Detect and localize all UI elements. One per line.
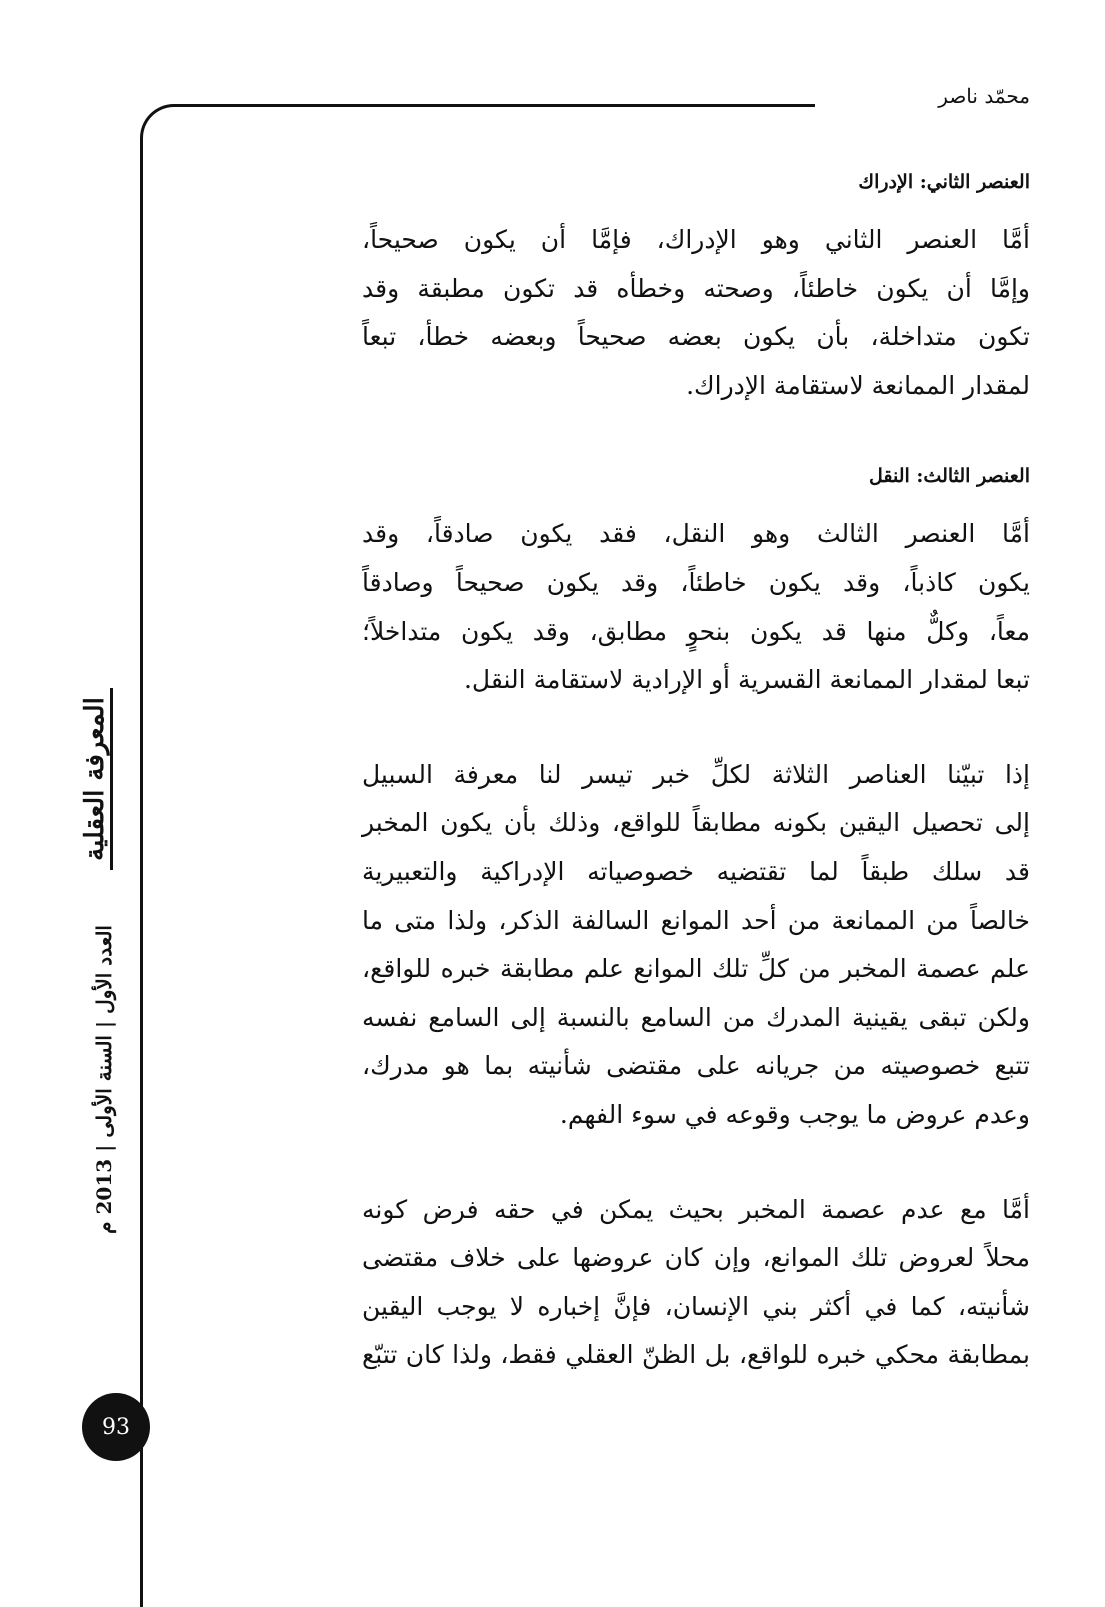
paragraph (362, 751, 1030, 1140)
running-header-author: محمّد ناصر (938, 84, 1030, 108)
journal-logo: المعرفة العقلية (80, 688, 113, 870)
paragraph (362, 1186, 1030, 1380)
text-line: إذا تبيّنا العناصر الثلاثة لكلِّ خبر تيسر لنا معرفة السبيل (362, 759, 1030, 789)
text-line: وعدم عروض ما يوجب وقوعه في سوء الفهم. (559, 1099, 1030, 1129)
text-line: تتبع خصوصيته من جريانه على مقتضى شأنيته بما هو مدرك، (362, 1051, 1030, 1081)
text-line: يكون كاذباً، وقد يكون خاطئاً، وقد يكون صحيحاً وصادقاً (362, 567, 1030, 597)
issue-info: العدد الأول | السنة الأولى | 2013 م (92, 925, 116, 1234)
text-line: شأنيته، كما في أكثر بني الإنسان، فإنَّ إخباره لا يوجب اليقين (362, 1291, 1030, 1321)
text-line: أمَّا العنصر الثالث وهو النقل، فقد يكون صادقاً، وقد (362, 519, 1030, 549)
text-line: علم عصمة المخبر من كلِّ تلك الموانع علم مطابقة خبره للواقع، (362, 954, 1030, 984)
page-number: 93 (82, 1393, 150, 1461)
text-line: لمقدار الممانعة لاستقامة الإدراك. (686, 370, 1030, 400)
text-line: معاً، وكلٌّ منها قد يكون بنحوٍ مطابق، وقد يكون متداخلاً؛ (362, 616, 1030, 646)
text-line: إلى تحصيل اليقين بكونه مطابقاً للواقع، وذلك بأن يكون المخبر (362, 808, 1030, 838)
text-line: قد سلك طبقاً لما تقتضيه خصوصياته الإدراكية والتعبيرية (362, 856, 1030, 886)
text-line: تبعا لمقدار الممانعة القسرية أو الإرادية لاستقامة النقل. (463, 665, 1030, 695)
paragraph (362, 216, 1030, 410)
text-line: خالصاً من الممانعة من أحد الموانع السالفة الذكر، ولذا متى ما (362, 905, 1030, 935)
text-line: تكون متداخلة، بأن يكون بعضه صحيحاً وبعضه خطأ، تبعاً (362, 322, 1030, 352)
section-heading: العنصر الثالث: النقل (868, 465, 1030, 488)
text-line: أمَّا العنصر الثاني وهو الإدراك، فإمَّا أن يكون صحيحاً، (362, 225, 1030, 254)
text-line: أمَّا مع عدم عصمة المخبر بحيث يمكن في حقه فرض كونه (362, 1194, 1030, 1224)
text-line: محلاً لعروض تلك الموانع، وإن كان عروضها على خلاف مقتضى (362, 1243, 1030, 1273)
text-line: ولكن تبقى يقينية المدرك من السامع بالنسبة إلى السامع نفسه (362, 1002, 1030, 1032)
text-line: بمطابقة محكي خبره للواقع، بل الظنّ العقلي فقط، ولذا كان تتبّع (362, 1340, 1030, 1370)
paragraph (362, 510, 1030, 704)
body-text (362, 162, 1030, 1426)
section-heading: العنصر الثاني: الإدراك (858, 171, 1030, 193)
text-line: وإمَّا أن يكون خاطئاً، وصحته وخطأه قد تكون مطبقة وقد (362, 273, 1030, 303)
